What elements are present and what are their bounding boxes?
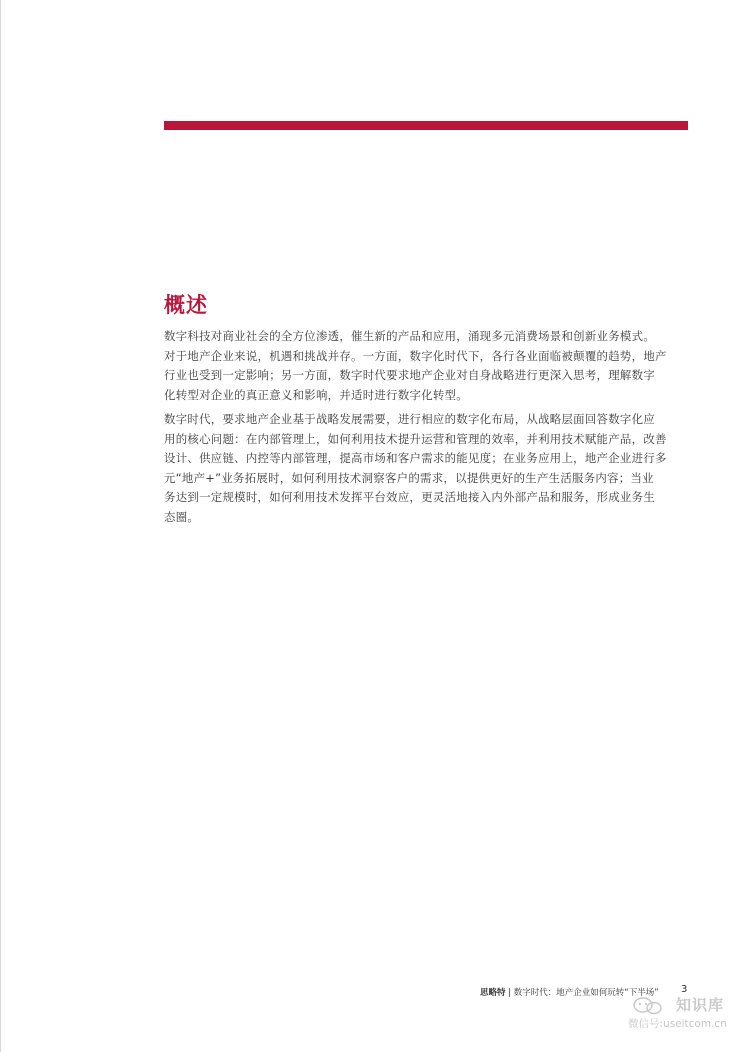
footer-separator: | (505, 988, 514, 998)
paragraph-line: 行业也受到一定影响；另一方面，数字时代要求地产企业对自身战略进行更深入思考，理解数字 (164, 368, 656, 383)
paragraph-line: 设计、供应链、内控等内部管理，提高市场和客户需求的能见度；在业务应用上，地产企业进行多 (164, 451, 667, 466)
page-number: 3 (681, 984, 688, 995)
paragraph-line: 元“地产+”业务拓展时，如何利用技术洞察客户的需求，以提供更好的生产生活服务内容；当业 (164, 470, 654, 485)
watermark (628, 994, 742, 1034)
paragraph-line: 化转型对企业的真正意义和影响，并适时进行数字化转型。 (164, 387, 468, 402)
header-accent-bar (164, 121, 688, 130)
paragraph-2 (164, 410, 692, 528)
paragraph-line: 用的核心问题：在内部管理上，如何利用技术提升运营和管理的效率，并利用技术赋能产品，改善 (164, 431, 667, 446)
section-title: 概述 (164, 292, 208, 317)
paragraph-1 (164, 327, 692, 405)
page-edge-line (0, 0, 1, 1052)
watermark-title: 知识库 (676, 996, 725, 1014)
footer-doc-title: 数字时代：地产企业如何玩转“下半场” (513, 988, 659, 998)
paragraph-line: 对于地产企业来说，机遇和挑战并存。一方面，数字化时代下，各行各业面临被颠覆的趋势，地产 (164, 348, 667, 363)
paragraph-line: 态圈。 (164, 509, 200, 524)
footer-brand: 思略特 (480, 988, 506, 998)
watermark-subtitle: 微信号:useitcom.cn (628, 1018, 727, 1030)
paragraph-line: 务达到一定规模时，如何利用技术发挥平台效应，更灵活地接入内外部产品和服务，形成业务生 (164, 490, 656, 505)
paragraph-line: 数字科技对商业社会的全方位渗透，催生新的产品和应用，涌现多元消费场景和创新业务模式。 (164, 329, 656, 343)
paragraph-line: 数字时代，要求地产企业基于战略发展需要，进行相应的数字化布局，从战略层面回答数字化应 (164, 412, 656, 426)
